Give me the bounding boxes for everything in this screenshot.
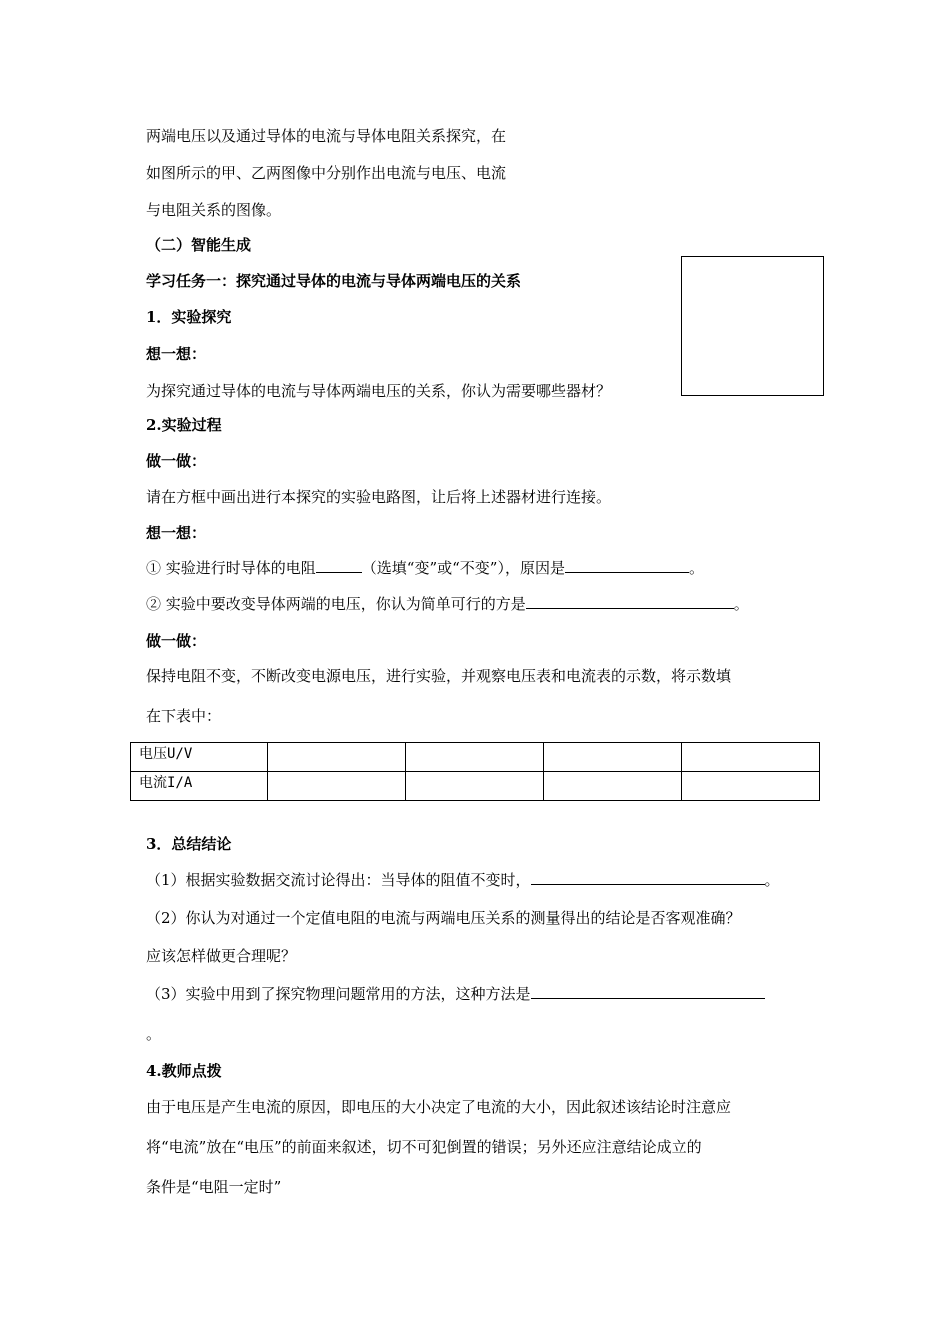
question-1 bbox=[146, 558, 704, 578]
table-cell[interactable] bbox=[268, 772, 406, 801]
reason-blank[interactable] bbox=[565, 558, 689, 573]
tip-line-2: 将“电流”放在“电压”的前面来叙述，切不可犯倒置的错误；另外还应注意结论成立的 bbox=[146, 1138, 702, 1156]
section-title: （二）智能生成 bbox=[146, 236, 252, 254]
table-cell[interactable] bbox=[544, 772, 682, 801]
voltage-header: 电压U/V bbox=[131, 743, 268, 772]
conclusion-2a: （2）你认为对通过一个定值电阻的电流与两端电压关系的测量得出的结论是否客观准确？ bbox=[146, 909, 741, 927]
intro-line-1: 两端电压以及通过导体的电流与导体电阻关系探究，在 bbox=[146, 127, 507, 145]
question-2-end: 。 bbox=[733, 595, 749, 613]
table-cell[interactable] bbox=[682, 772, 820, 801]
current-header: 电流I/A bbox=[131, 772, 268, 801]
s2-do: 做一做： bbox=[146, 452, 207, 470]
s2-do-2: 做一做： bbox=[146, 632, 207, 650]
question-1-part-a: ① 实验进行时导体的电阻 bbox=[146, 559, 316, 577]
conclusion-blank[interactable] bbox=[531, 870, 765, 885]
data-table bbox=[130, 742, 820, 801]
table-cell[interactable] bbox=[406, 772, 544, 801]
intro-line-3: 与电阻关系的图像。 bbox=[146, 201, 282, 219]
circuit-drawing-box bbox=[681, 256, 824, 396]
conclusion-3 bbox=[146, 984, 765, 1004]
method-blank[interactable] bbox=[526, 594, 734, 609]
table-cell[interactable] bbox=[406, 743, 544, 772]
question-2-part-a: ② 实验中要改变导体两端的电压，你认为简单可行的方是 bbox=[146, 595, 526, 613]
conclusion-1 bbox=[146, 870, 780, 890]
s1-heading: 1．实验探究 bbox=[146, 308, 232, 326]
question-1-end: 。 bbox=[688, 559, 704, 577]
s4-heading: 4.教师点拨 bbox=[146, 1062, 222, 1080]
table-cell[interactable] bbox=[268, 743, 406, 772]
conclusion-1-end: 。 bbox=[764, 871, 780, 889]
s3-heading: 3．总结结论 bbox=[146, 835, 232, 853]
table-row bbox=[131, 743, 820, 772]
table-row bbox=[131, 772, 820, 801]
s2-instruction-2: 在下表中： bbox=[146, 707, 222, 725]
s2-heading: 2.实验过程 bbox=[146, 416, 222, 434]
resistance-blank[interactable] bbox=[316, 558, 362, 573]
s2-think: 想一想： bbox=[146, 524, 207, 542]
question-1-part-b: （选填“变”或“不变”），原因是 bbox=[361, 559, 565, 577]
table-cell[interactable] bbox=[544, 743, 682, 772]
s1-think: 想一想： bbox=[146, 345, 207, 363]
table-cell[interactable] bbox=[682, 743, 820, 772]
s2-instruction-1: 保持电阻不变，不断改变电源电压，进行实验，并观察电压表和电流表的示数，将示数填 bbox=[146, 667, 732, 685]
s2-draw-instruction: 请在方框中画出进行本探究的实验电路图，让后将上述器材进行连接。 bbox=[146, 488, 612, 506]
intro-line-2: 如图所示的甲、乙两图像中分别作出电流与电压、电流 bbox=[146, 164, 507, 182]
method-name-blank[interactable] bbox=[531, 984, 765, 999]
conclusion-2b: 应该怎样做更合理呢？ bbox=[146, 947, 297, 965]
question-2 bbox=[146, 594, 749, 614]
task-title: 学习任务一：探究通过导体的电流与导体两端电压的关系 bbox=[146, 272, 522, 290]
tip-line-1: 由于电压是产生电流的原因，即电压的大小决定了电流的大小，因此叙述该结论时注意应 bbox=[146, 1098, 732, 1116]
conclusion-1-text: （1）根据实验数据交流讨论得出：当导体的阻值不变时， bbox=[146, 871, 531, 889]
s1-question: 为探究通过导体的电流与导体两端电压的关系，你认为需要哪些器材？ bbox=[146, 382, 612, 400]
conclusion-3-end: 。 bbox=[146, 1025, 162, 1043]
tip-line-3: 条件是“电阻一定时” bbox=[146, 1178, 282, 1196]
conclusion-3-text: （3）实验中用到了探究物理问题常用的方法，这种方法是 bbox=[146, 985, 531, 1003]
